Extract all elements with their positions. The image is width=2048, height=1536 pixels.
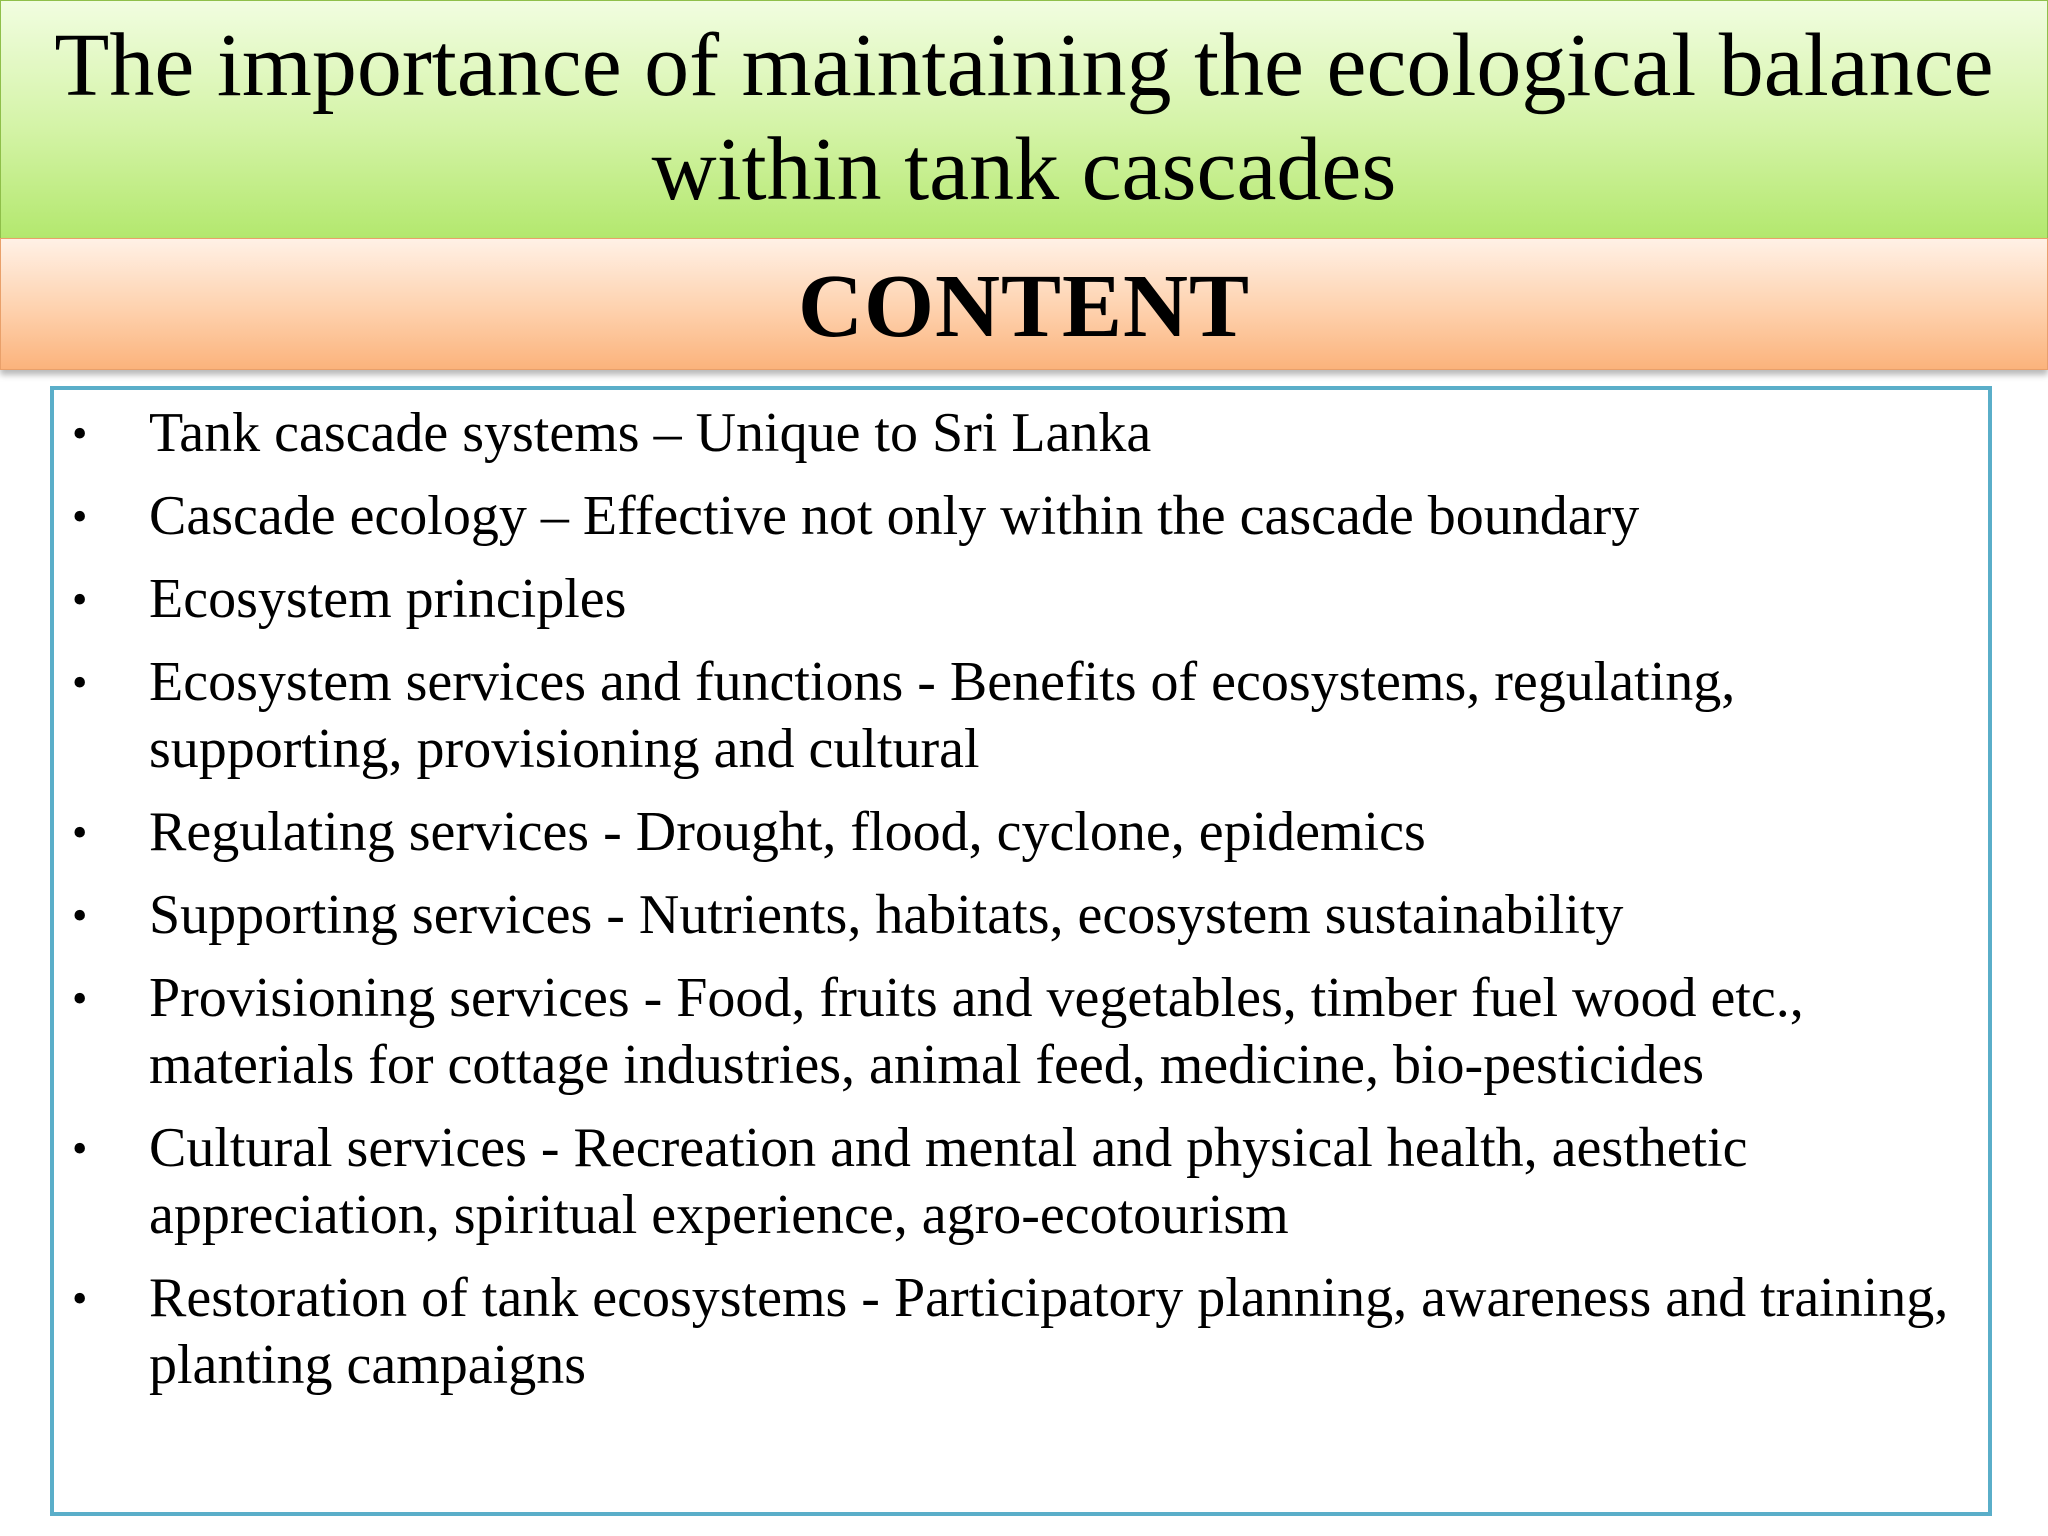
- bullet-item: [54, 649, 1984, 783]
- content-banner: [0, 238, 2048, 370]
- title-banner: [0, 0, 2048, 239]
- bullet-text: Ecosystem principles: [149, 568, 627, 630]
- bullet-icon: •: [72, 1274, 88, 1323]
- bullet-icon: •: [72, 575, 88, 624]
- bullet-icon: •: [72, 808, 88, 857]
- bullet-item: [54, 882, 1984, 949]
- bullet-item: [54, 400, 1984, 467]
- bullet-text: Regulating services - Drought, flood, cyclone, epidemics: [149, 801, 1426, 863]
- bullet-icon: •: [72, 1124, 88, 1173]
- bullet-icon: •: [72, 658, 88, 707]
- bullet-item: [54, 799, 1984, 866]
- bullet-icon: •: [72, 891, 88, 940]
- bullet-icon: •: [72, 492, 88, 541]
- bullet-item: [54, 1115, 1984, 1249]
- bullet-icon: •: [72, 974, 88, 1023]
- bullet-icon: •: [72, 409, 88, 458]
- bullet-text: Supporting services - Nutrients, habitats, ecosystem sustainability: [149, 884, 1624, 946]
- bullet-box: [50, 386, 1992, 1516]
- bullet-item: [54, 1265, 1984, 1399]
- content-heading: CONTENT: [797, 256, 1251, 356]
- bullet-text: Restoration of tank ecosystems - Participatory planning, awareness and training, planting campaigns: [149, 1267, 1949, 1396]
- bullet-text: Cultural services - Recreation and mental and physical health, aesthetic appreciation, spiritual experience, agro-ecotourism: [149, 1117, 1748, 1246]
- bullet-text: Tank cascade systems – Unique to Sri Lanka: [149, 402, 1152, 464]
- bullet-item: [54, 965, 1984, 1099]
- bullet-text: Provisioning services - Food, fruits and vegetables, timber fuel wood etc., materials for cottage industries, animal feed, medicine, bio-pesticides: [149, 967, 1804, 1096]
- bullet-list: [54, 400, 1984, 1415]
- slide-title: The importance of maintaining the ecological balance within tank cascades: [54, 15, 1994, 219]
- bullet-text: Cascade ecology – Effective not only within the cascade boundary: [149, 485, 1640, 547]
- bullet-item: [54, 483, 1984, 550]
- bullet-item: [54, 566, 1984, 633]
- bullet-text: Ecosystem services and functions - Benefits of ecosystems, regulating, supporting, provisioning and cultural: [149, 651, 1736, 780]
